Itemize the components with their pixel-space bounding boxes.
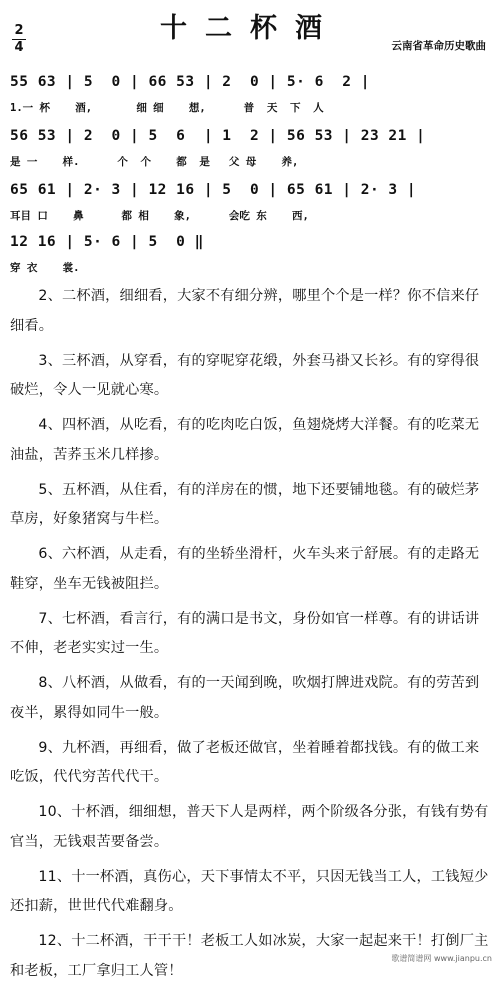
- verse-7: 7、七杯酒，看言行，有的满口是书文，身份如官一样尊。有的讲话讲不伸，老老实实过一生。: [10, 610, 480, 656]
- verse-9: 9、九杯酒，再细看，做了老板还做官，坐着睡着都找钱。有的做工来吃饭，代代穷苦代代干。: [10, 739, 480, 785]
- staff-lyrics: 穿 衣 裳.: [10, 262, 80, 274]
- verse-8: 8、八杯酒，从做看，有的一天闻到晚，吹烟打牌进戏院。有的劳苦到夜半，累得如同牛一般。: [10, 675, 480, 721]
- staff-lyrics: 是 一 样. 个 个 都 是 父 母 养,: [10, 156, 299, 168]
- time-signature-top: 2: [14, 23, 24, 38]
- verse-6: 6、六杯酒，从走看，有的坐轿坐滑杆，火车头来亍舒展。有的走路无鞋穿，坐车无钱被阻拦。: [10, 546, 480, 592]
- verse-10: 10、十杯酒，细细想，普天下人是两样，两个阶级各分张，有钱有势有官当，无钱艰苦要备尝。: [10, 804, 489, 850]
- verse-list: [10, 282, 492, 992]
- staff-lyrics: 1.一 杯 酒, 细 细 想, 普 天 下 人: [10, 102, 324, 114]
- verse-5: 5、五杯酒，从住看，有的洋房在的惯，地下还要铺地毯。有的破烂茅草房，好象猪窝与牛栏。: [10, 481, 480, 527]
- staff-notes: 12 16 | 5· 6 | 5 0 ‖: [10, 234, 204, 250]
- site-watermark: 歌谱简谱网 www.jianpu.cn: [391, 954, 492, 963]
- verse-12: 12、十二杯酒，干干干！老板工人如冰炭，大家一起起来干！打倒厂主和老板，工厂拿归工人管！: [10, 933, 489, 979]
- time-signature: [12, 24, 26, 55]
- song-title: 十二杯酒: [160, 13, 340, 44]
- song-source: 云南省革命历史歌曲: [391, 40, 486, 52]
- verse-4: 4、四杯酒，从吃看，有的吃肉吃白饭，鱼翅烧烤大洋餐。有的吃菜无油盐，苦荞玉米几样掺。: [10, 417, 480, 463]
- staff-lyrics: 耳目 口 鼻 都 相 象, 会吃 东 西,: [10, 210, 309, 222]
- staff-notes: 65 61 | 2· 3 | 12 16 | 5 0 | 65 61 | 2· 3 |: [10, 182, 417, 198]
- verse-3: 3、三杯酒，从穿看，有的穿呢穿花缎，外套马褂又长衫。有的穿得很破烂，令人一见就心寒。: [10, 352, 480, 398]
- verse-11: 11、十一杯酒，真伤心，天下事情太不平，只因无钱当工人，工钱短少还扣薪，世世代代难翻身。: [10, 868, 489, 914]
- time-signature-bottom: 4: [14, 40, 24, 55]
- staff-notes: 56 53 | 2 0 | 5 6 | 1 2 | 56 53 | 23 21 |: [10, 128, 426, 144]
- staff-notes: 55 63 | 5 0 | 66 53 | 2 0 | 5· 6 2 |: [10, 74, 370, 90]
- verse-2: 2、二杯酒，细细看，大家不有细分辨，哪里个个是一样？你不信来仔细看。: [10, 288, 480, 334]
